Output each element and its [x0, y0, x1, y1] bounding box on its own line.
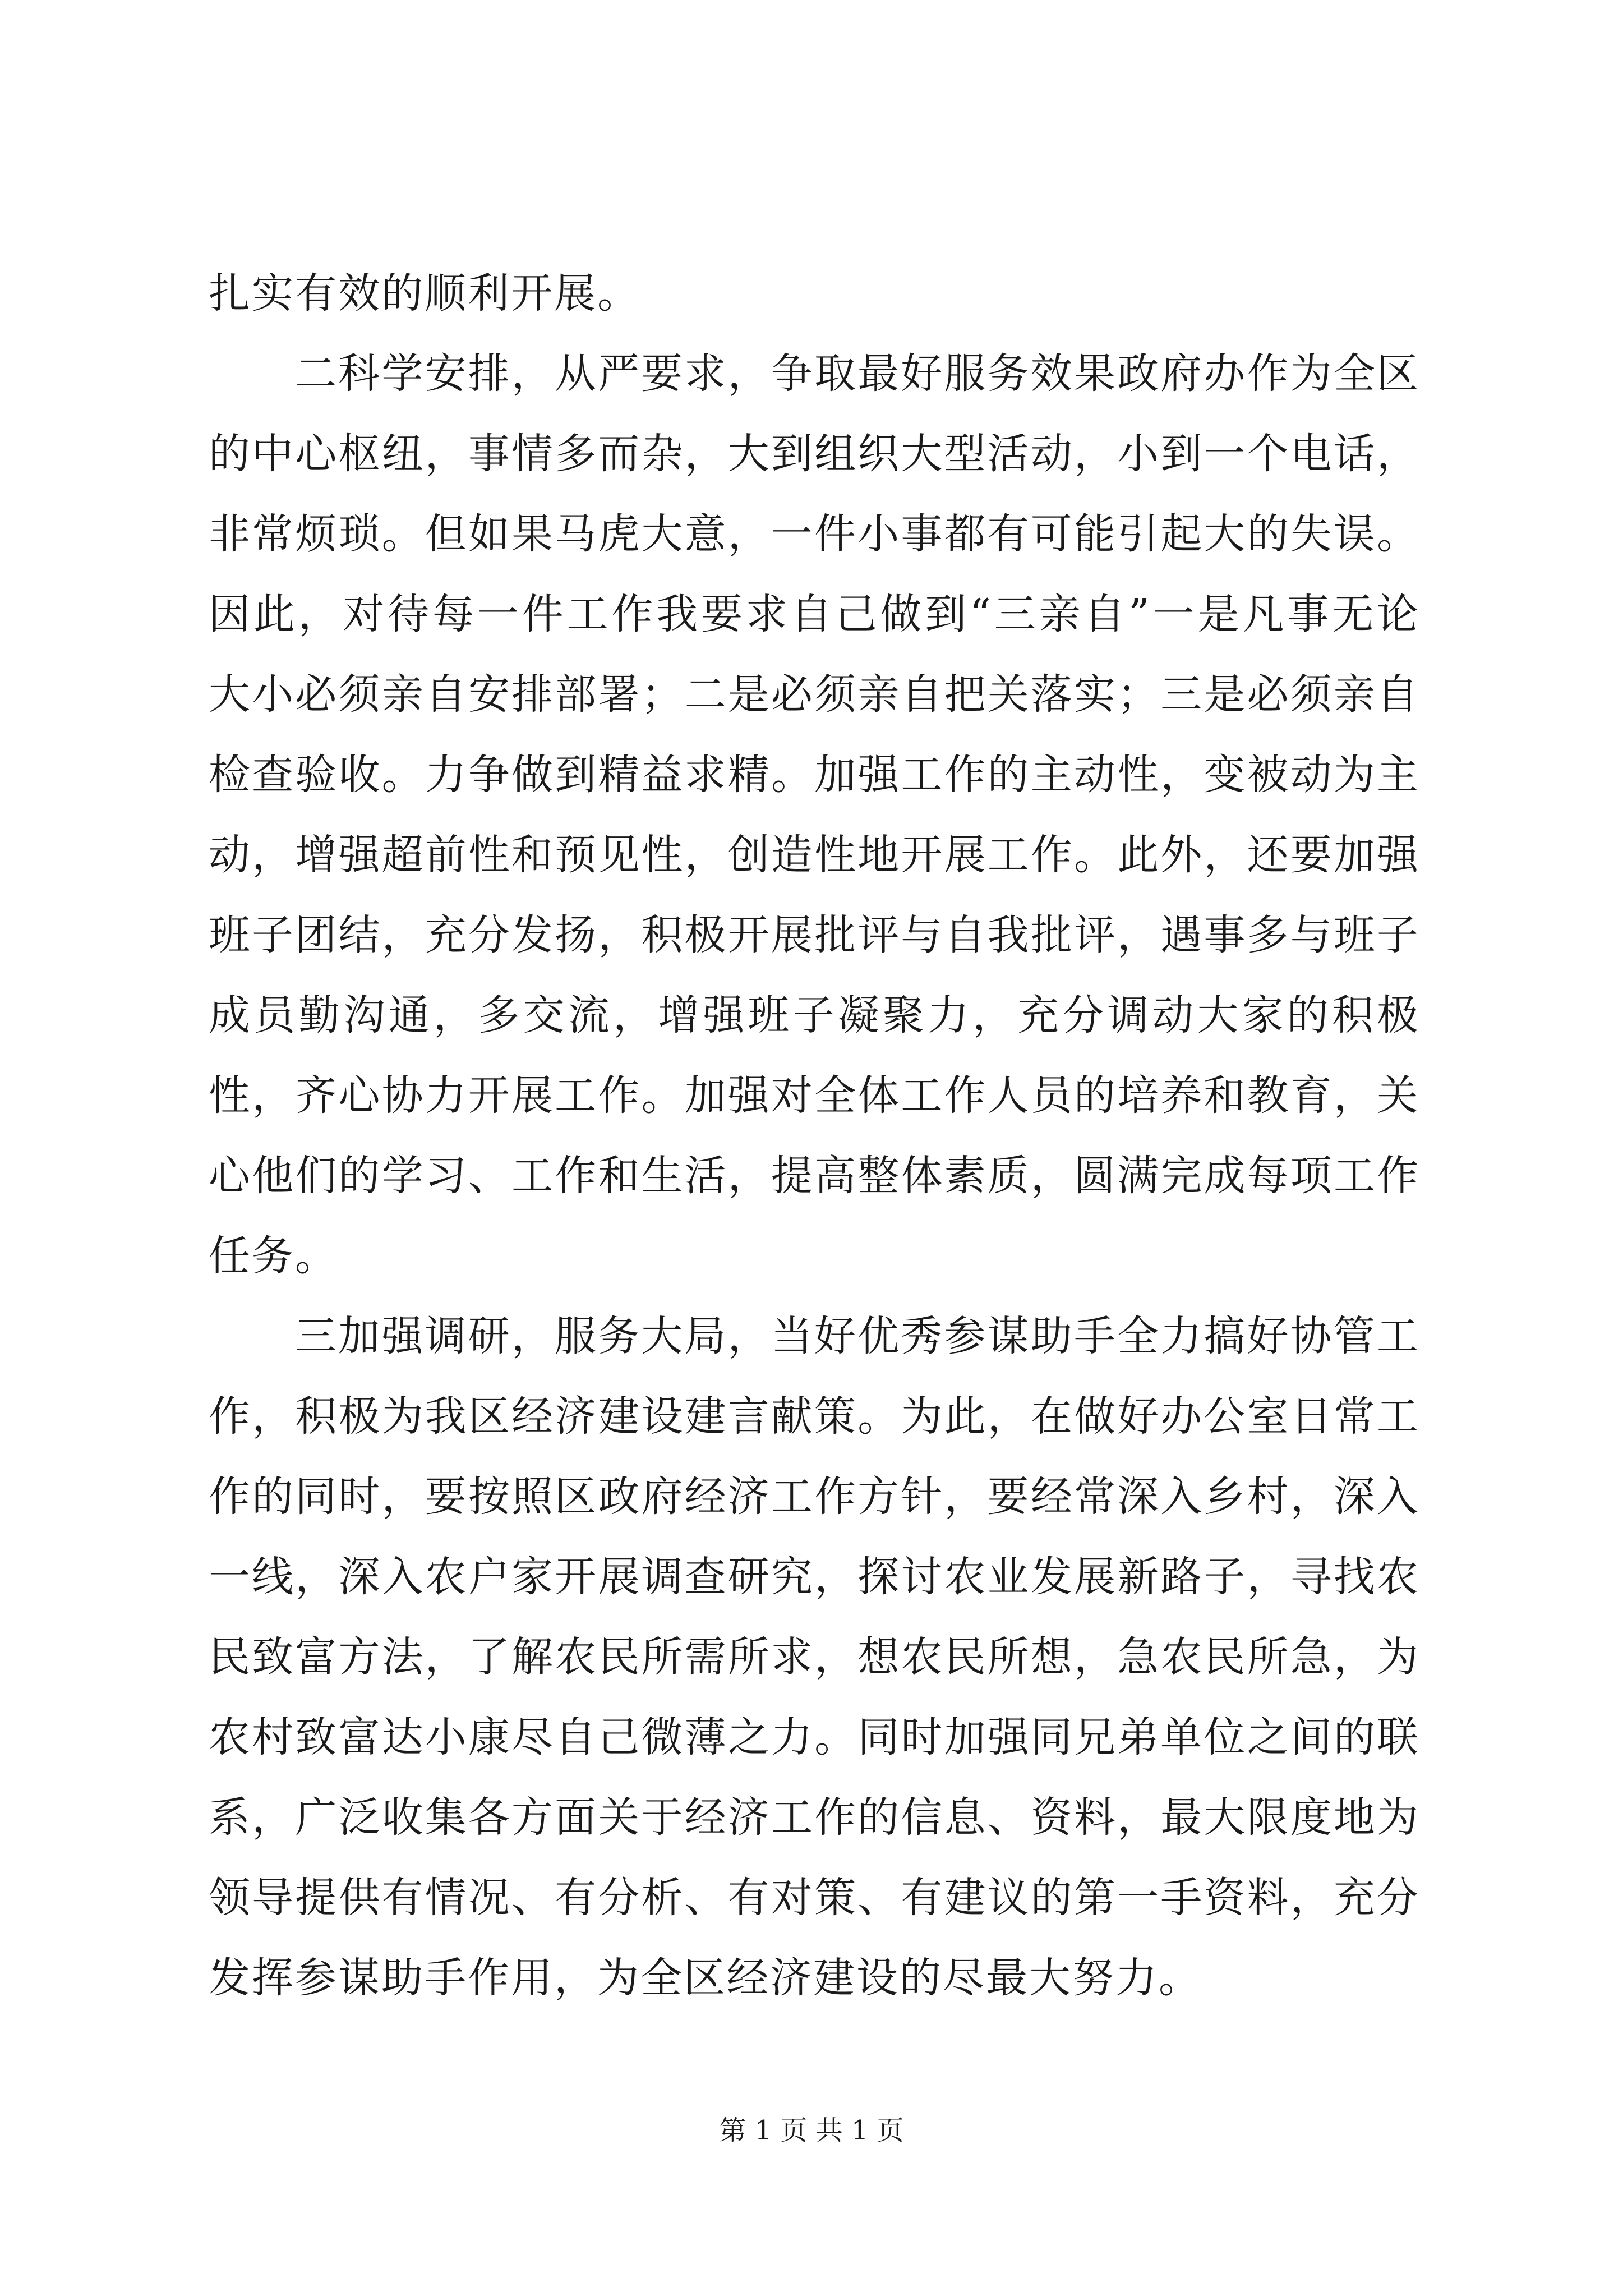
paragraph-continuation: 扎实有效的顺利开展。 — [209, 269, 640, 318]
paragraph-section-two: 二科学安排，从严要求，争取最好服务效果政府办作为全区的中心枢纽，事情多而杂，大到组织大型活动，小到一个电话，非常烦琐。但如果马虎大意，一件小事都有可能引起大的失误。因此，对待每一件工作我要求自己做到“三亲自”一是凡事无论大小必须亲自安排部署；二是必须亲自把关落实；三是必须亲自检查验收。力争做到精益求精。加强工作的主动性，变被动为主动，增强超前性和预见性，创造性地开展工作。此外，还要加强班子团结，充分发扬，积极开展批评与自我批评，遇事多与班子成员勤沟通，多交流，增强班子凝聚力，充分调动大家的积极性，齐心协力开展工作。加强对全体工作人员的培养和教育，关心他们的学习、工作和生活，提高整体素质，圆满完成每项工作任务。 — [209, 349, 1420, 1280]
page-footer: 第 1 页 共 1 页 — [719, 2115, 904, 2146]
document-body — [209, 254, 1420, 2018]
paragraph-section-three: 三加强调研，服务大局，当好优秀参谋助手全力搞好协管工作，积极为我区经济建设建言献策。为此，在做好办公室日常工作的同时，要按照区政府经济工作方针，要经常深入乡村，深入一线，深入农户家开展调查研究，探讨农业发展新路子，寻找农民致富方法，了解农民所需所求，想农民所想，急农民所急，为农村致富达小康尽自己微薄之力。同时加强同兄弟单位之间的联系，广泛收集各方面关于经济工作的信息、资料，最大限度地为领导提供有情况、有分析、有对策、有建议的第一手资料，充分发挥参谋助手作用，为全区经济建设的尽最大努力。 — [209, 1312, 1420, 2002]
